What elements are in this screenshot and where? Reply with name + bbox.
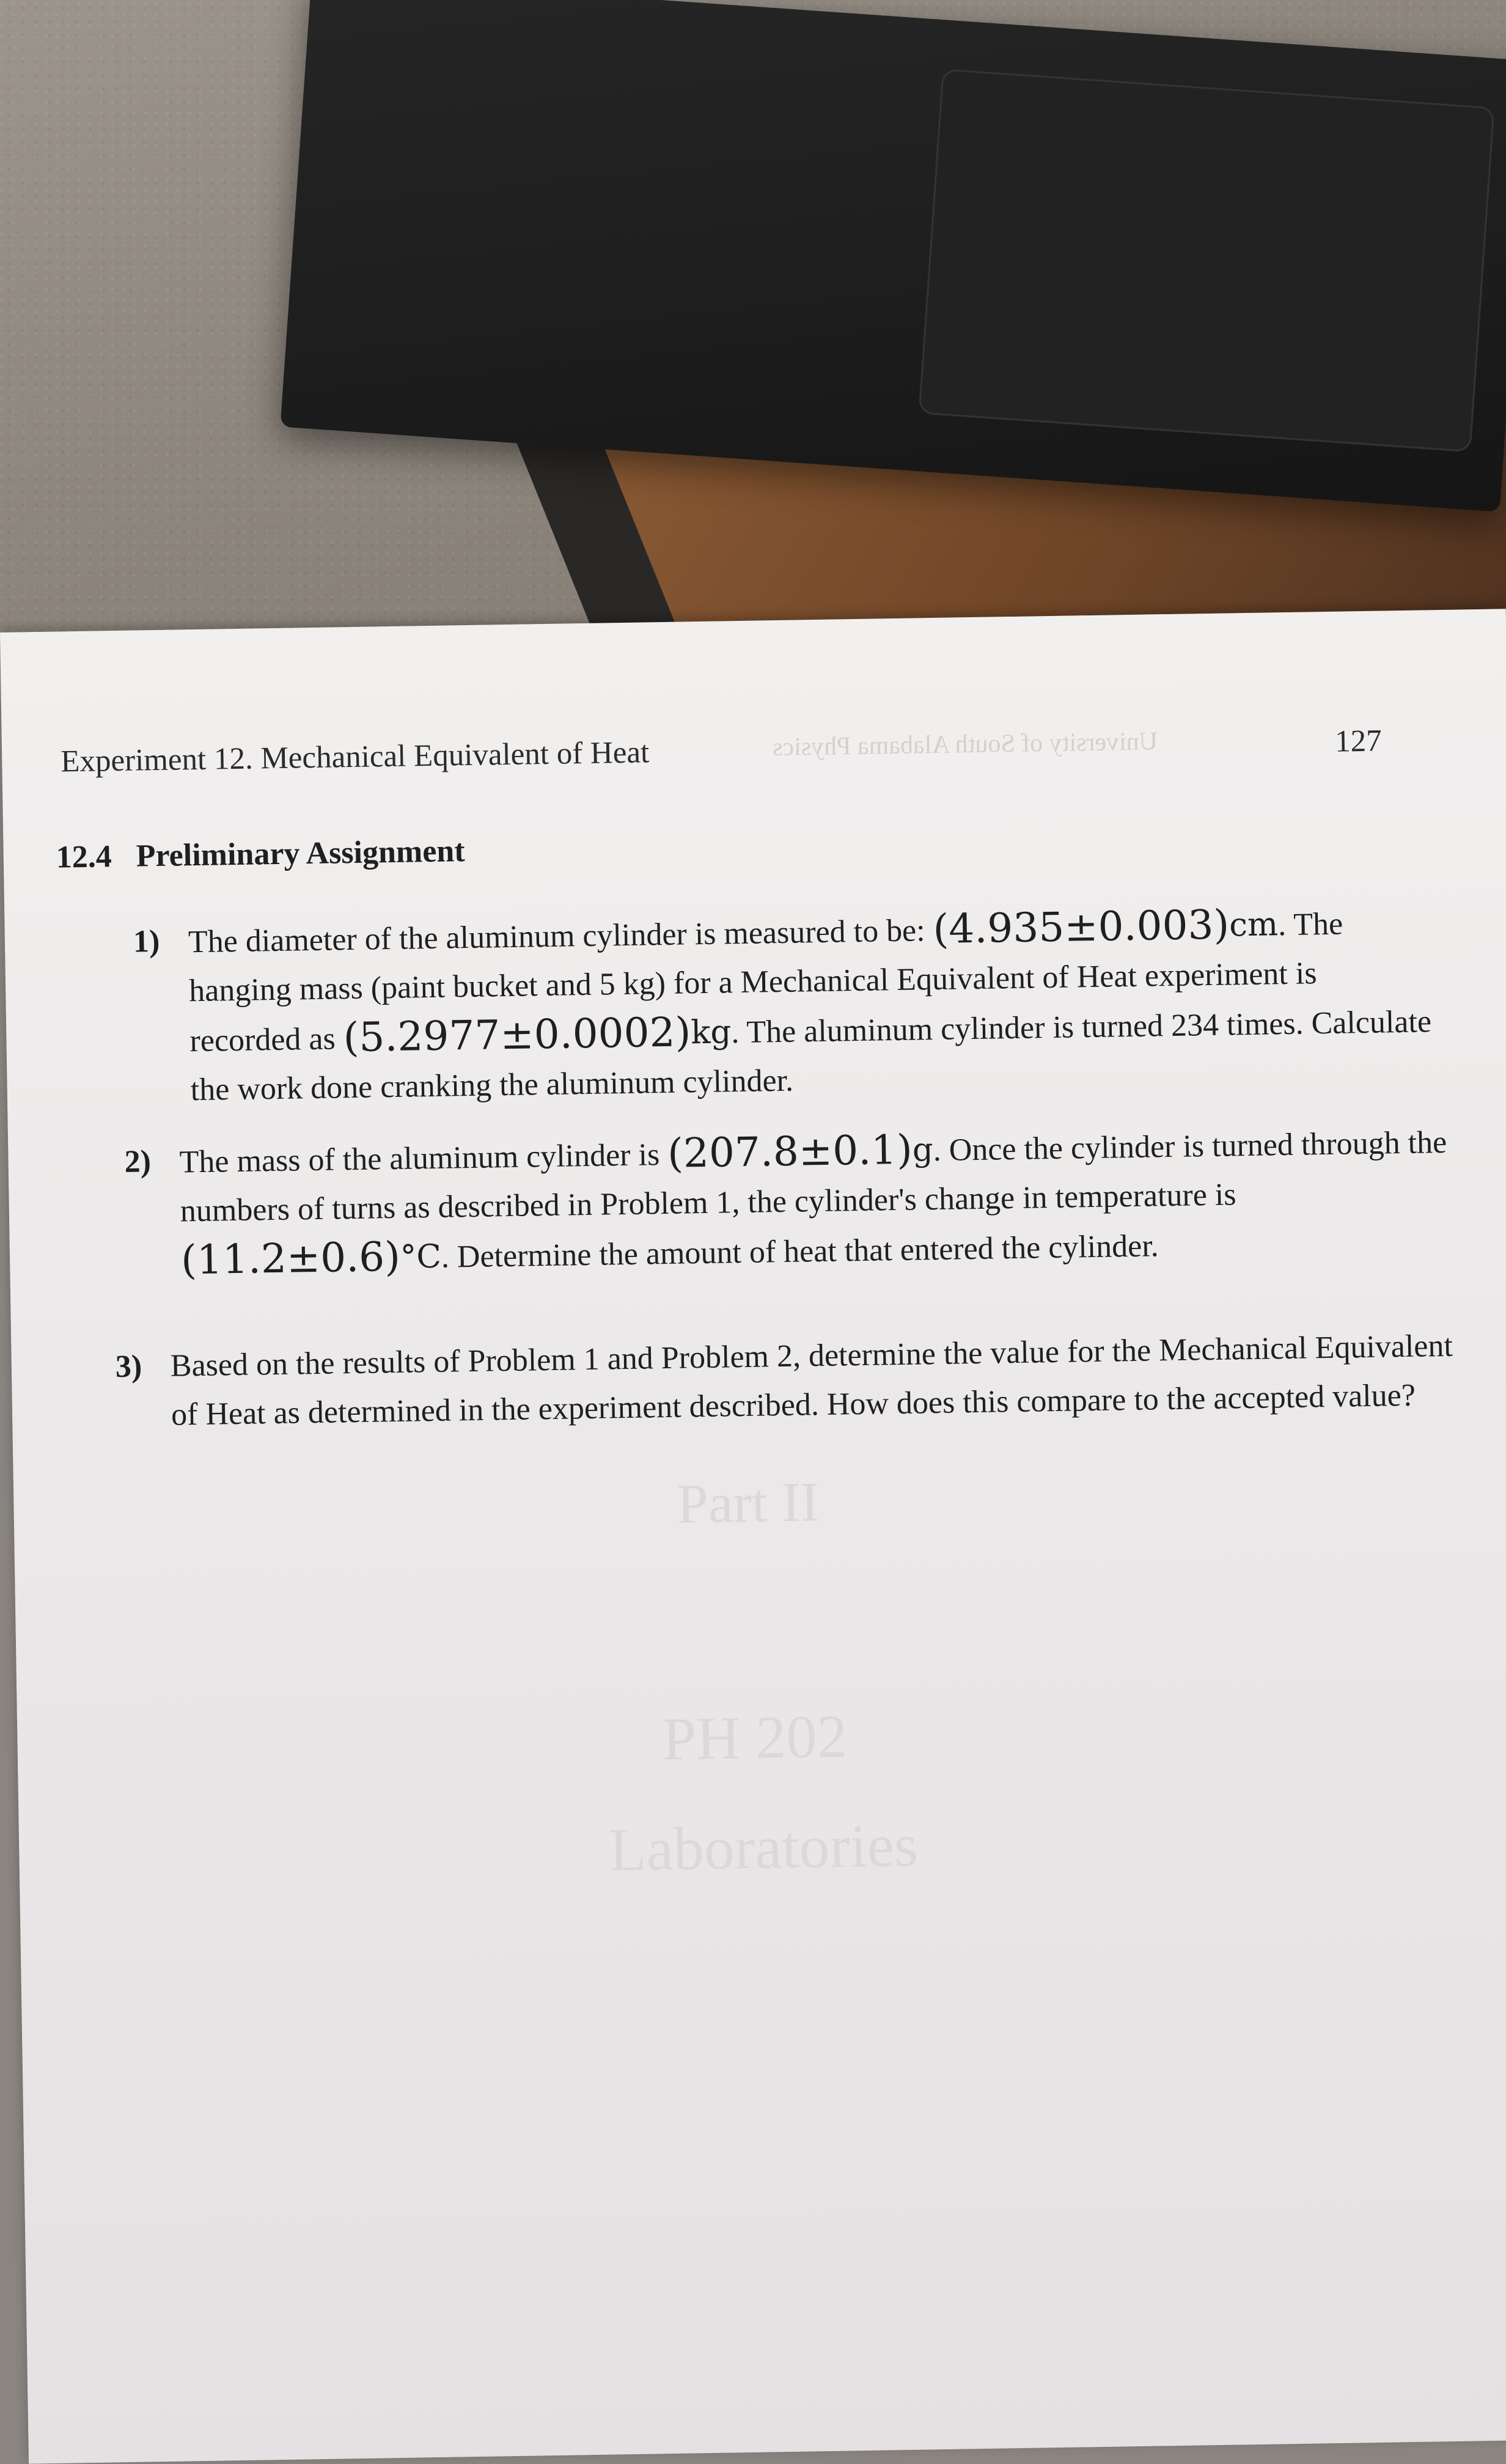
problem-text-part: . Determine the amount of heat that entered the cylinder. <box>441 1228 1159 1275</box>
laptop-trackpad <box>918 68 1494 452</box>
bleed-through-text: University of South Alabama Physics <box>772 727 1158 762</box>
watermark-laboratories: Laboratories <box>608 1811 919 1884</box>
section-title: Preliminary Assignment <box>136 834 465 874</box>
page-number: 127 <box>1334 724 1383 759</box>
measurement-value: (11.2±0.6) <box>180 1233 401 1284</box>
document-page <box>0 609 1506 2463</box>
problem-2 <box>124 1117 1459 1287</box>
measurement-unit: °C <box>400 1238 442 1276</box>
problem-text-part: . The aluminum cylinder is turned 234 times. Calculate the work done cranking the aluminum cylinder. <box>190 1004 1432 1108</box>
measurement-unit: cm <box>1229 906 1279 944</box>
problem-number: 1) <box>133 923 160 959</box>
watermark-part: Part II <box>676 1470 820 1535</box>
measurement-value: (4.935±0.003) <box>932 901 1230 953</box>
problem-text-part: The mass of the aluminum cylinder is <box>179 1137 668 1180</box>
problem-text-part: The diameter of the aluminum cylinder is measured to be: <box>188 913 934 960</box>
problem-number: 2) <box>124 1144 152 1179</box>
problem-text: Based on the results of Problem 1 and Problem 2, determine the value for the Mechanical Equivalent of Heat as determined in the experiment described. How does this compare to the accepted value? <box>170 1328 1453 1432</box>
section-number: 12.4 <box>56 839 112 875</box>
problem-text <box>179 1117 1459 1286</box>
section-heading <box>56 833 465 875</box>
problem-text-part: . Once the cylinder is turned through the numbers of turns as described in Problem 1, the cylinder's change in temperature is <box>180 1124 1447 1229</box>
measurement-unit: kg <box>690 1013 732 1052</box>
problem-1 <box>133 897 1438 1115</box>
problem-text-part: . The hanging mass (paint bucket and 5 kg) for a Mechanical Equivalent of Heat experiment is recorded as <box>188 906 1343 1059</box>
laptop <box>280 0 1506 512</box>
watermark-course: PH 202 <box>661 1702 848 1773</box>
background-scene <box>0 0 1506 684</box>
page-header <box>60 723 1405 779</box>
problem-number: 3) <box>115 1349 142 1385</box>
page-title: Experiment 12. Mechanical Equivalent of Heat <box>60 735 650 779</box>
problem-3 <box>115 1321 1479 1440</box>
measurement-value: (207.8±0.1) <box>667 1126 913 1177</box>
measurement-value: (5.2977±0.0002) <box>343 1008 691 1062</box>
measurement-unit: g <box>912 1131 934 1169</box>
problem-text <box>188 897 1438 1115</box>
